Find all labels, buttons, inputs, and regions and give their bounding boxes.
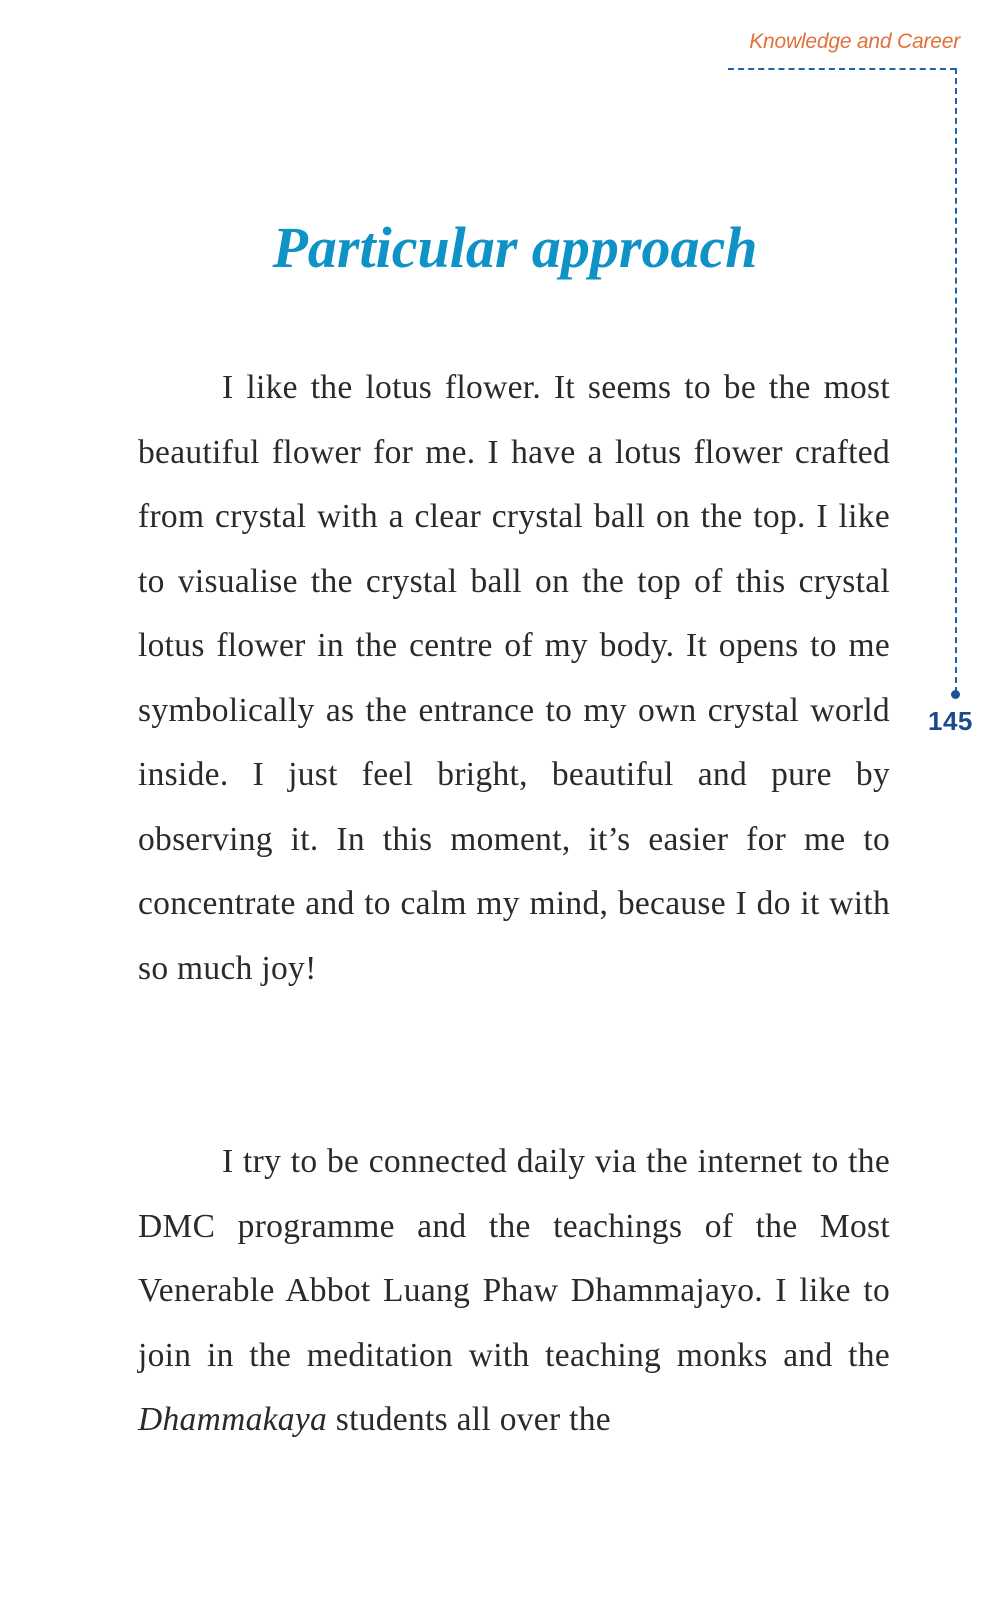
paragraph-1: I like the lotus flower. It seems to be the most beautiful flower for me. I have a lotus flower crafted from crystal with a clear crystal ball on the top. I like to visualise the crystal ball on the top of this crystal lotus flower in the centre of my body. It opens to me symbolically as the entrance to my own crystal world inside. I just feel bright, beautiful and pure by observing it. In this moment, it’s easier for me to concentrate and to calm my mind, because I do it with so much joy!: [138, 369, 890, 987]
paragraph-2: [138, 1130, 890, 1453]
dashed-guide-horizontal: [728, 68, 956, 70]
paragraph-2-emphasis: Dhammakaya: [138, 1401, 328, 1438]
guide-endpoint-dot: [951, 690, 960, 699]
dashed-guide-vertical: [955, 68, 957, 693]
chapter-title: Particular approach: [272, 215, 758, 280]
page-number: 145: [928, 706, 973, 736]
paragraph-2-text-before: I try to be connected daily via the internet to the DMC programme and the teachings of the Most Venerable Abbot Luang Phaw Dhammajayo. I like to join in the meditation with teaching monks and the: [138, 1143, 890, 1374]
running-head-section-label: Knowledge and Career: [749, 30, 960, 53]
paragraph-2-text-after: students all over the: [327, 1401, 611, 1438]
